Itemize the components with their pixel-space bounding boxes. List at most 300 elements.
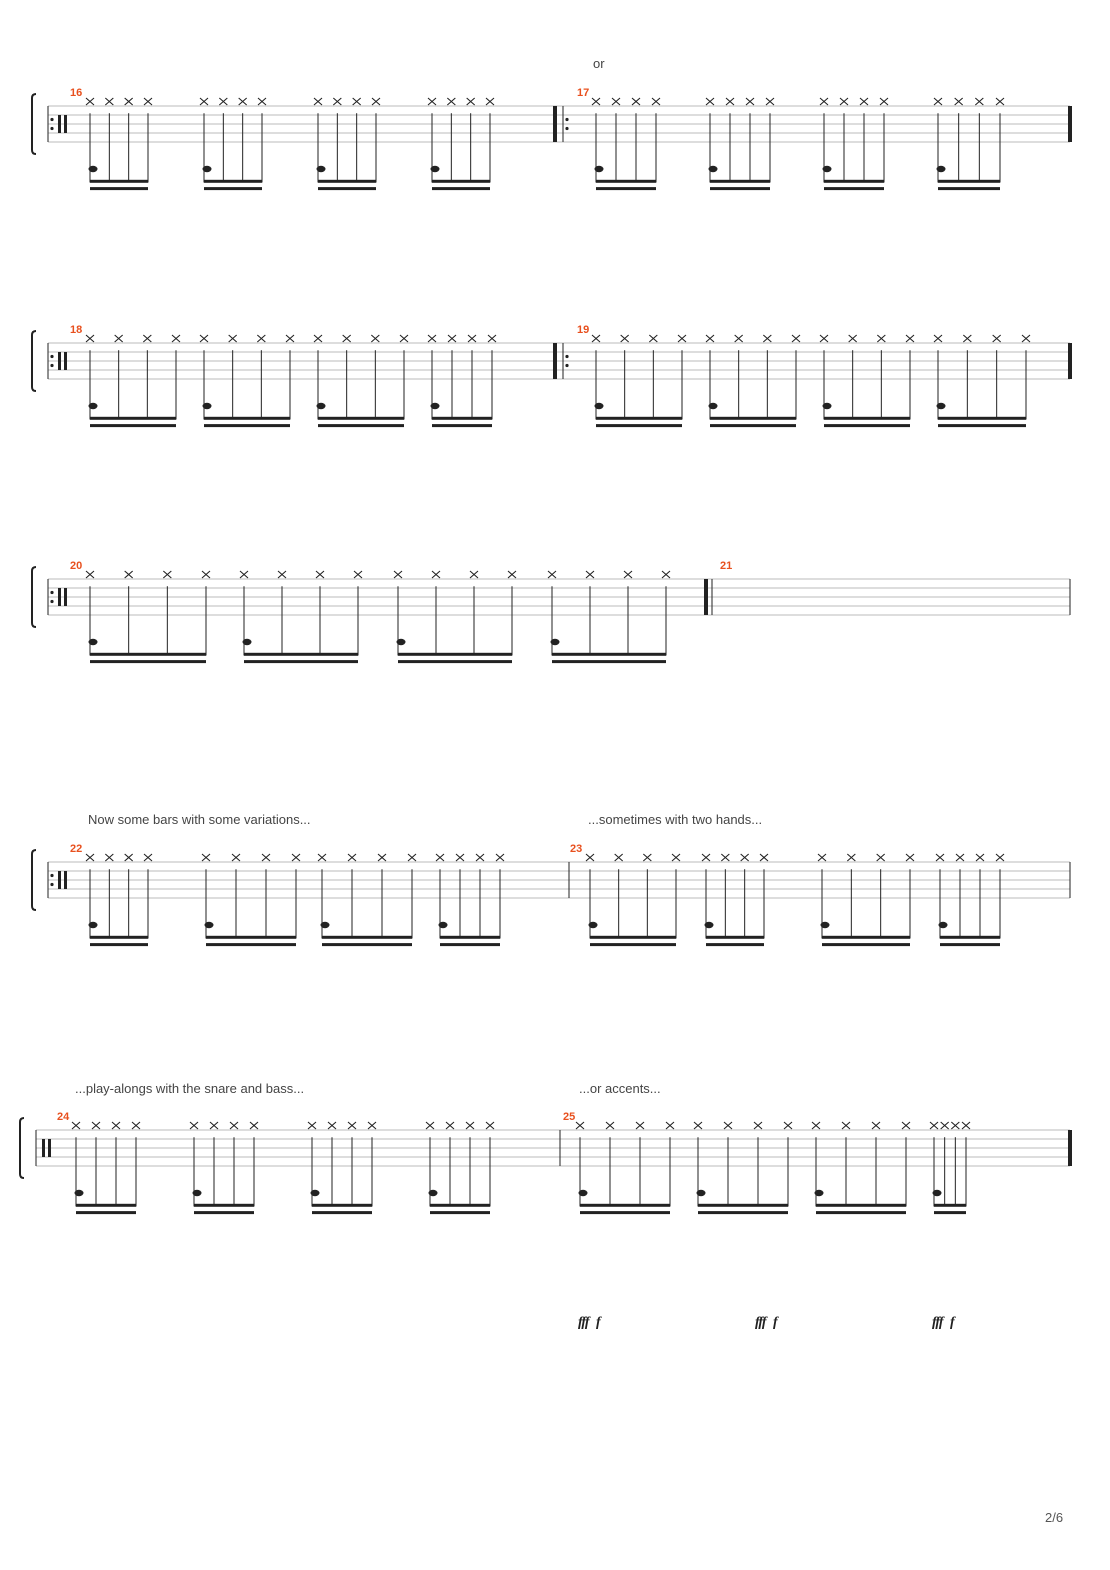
cymbal-notehead	[880, 98, 888, 105]
cymbal-notehead	[202, 571, 210, 578]
cymbal-notehead	[906, 335, 914, 342]
cymbal-notehead	[649, 335, 657, 342]
drum-notehead	[203, 403, 212, 409]
drum-notehead	[317, 403, 326, 409]
drum-notehead	[821, 922, 830, 928]
bar-number: 19	[577, 324, 590, 336]
cymbal-notehead	[314, 98, 322, 105]
cymbal-notehead	[902, 1122, 910, 1129]
drum-notehead	[429, 1190, 438, 1196]
repeat-dot	[50, 355, 53, 358]
beam	[824, 180, 884, 183]
beam	[398, 660, 512, 663]
beam	[938, 424, 1026, 427]
cymbal-notehead	[468, 335, 476, 342]
percussion-clef	[64, 871, 67, 889]
final-barline	[553, 106, 557, 142]
staff-system-1	[0, 80, 1110, 220]
cymbal-notehead	[996, 98, 1004, 105]
cymbal-notehead	[508, 571, 516, 578]
beam	[90, 653, 206, 656]
drum-notehead	[709, 166, 718, 172]
drum-notehead	[89, 166, 98, 172]
final-barline	[1068, 106, 1072, 142]
beam	[318, 417, 404, 420]
beam	[590, 936, 676, 939]
cymbal-notehead	[586, 571, 594, 578]
staff-system-4	[0, 836, 1110, 976]
beam	[318, 180, 376, 183]
staff-system-3	[0, 553, 1110, 693]
cymbal-notehead	[92, 1122, 100, 1129]
cymbal-notehead	[643, 854, 651, 861]
bar-number: 17	[577, 87, 590, 99]
cymbal-notehead	[735, 335, 743, 342]
cymbal-notehead	[702, 854, 710, 861]
cymbal-notehead	[316, 571, 324, 578]
dynamic-fff: fff	[578, 1315, 589, 1330]
beam	[90, 180, 148, 183]
drum-notehead	[431, 403, 440, 409]
cymbal-notehead	[632, 98, 640, 105]
beam	[430, 1204, 490, 1207]
dynamic-fff: fff	[932, 1315, 943, 1330]
cymbal-notehead	[955, 98, 963, 105]
cymbal-notehead	[371, 335, 379, 342]
cymbal-notehead	[232, 854, 240, 861]
percussion-clef	[64, 352, 67, 370]
cymbal-notehead	[353, 98, 361, 105]
beam	[710, 424, 796, 427]
cymbal-notehead	[842, 1122, 850, 1129]
cymbal-notehead	[951, 1122, 959, 1129]
percussion-clef	[64, 588, 67, 606]
cymbal-notehead	[621, 335, 629, 342]
beam	[552, 660, 666, 663]
drum-notehead	[551, 639, 560, 645]
cymbal-notehead	[724, 1122, 732, 1129]
cymbal-notehead	[394, 571, 402, 578]
percussion-clef	[42, 1139, 45, 1157]
cymbal-notehead	[400, 335, 408, 342]
cymbal-notehead	[86, 571, 94, 578]
cymbal-notehead	[447, 98, 455, 105]
drum-notehead	[933, 1190, 942, 1196]
cymbal-notehead	[721, 854, 729, 861]
beam	[204, 417, 290, 420]
drum-notehead	[89, 922, 98, 928]
cymbal-notehead	[760, 854, 768, 861]
beam	[698, 1211, 788, 1214]
cymbal-notehead	[466, 1122, 474, 1129]
beam	[938, 180, 1000, 183]
cymbal-notehead	[877, 854, 885, 861]
repeat-dot	[565, 364, 568, 367]
annotation-two-hands: ...sometimes with two hands...	[588, 812, 763, 827]
bar-number: 24	[57, 1111, 70, 1123]
cymbal-notehead	[548, 571, 556, 578]
cymbal-notehead	[112, 1122, 120, 1129]
cymbal-notehead	[792, 335, 800, 342]
cymbal-notehead	[125, 571, 133, 578]
cymbal-notehead	[840, 98, 848, 105]
repeat-dot	[50, 591, 53, 594]
cymbal-notehead	[230, 1122, 238, 1129]
beam	[822, 936, 910, 939]
final-barline	[1068, 343, 1072, 379]
drum-notehead	[431, 166, 440, 172]
cymbal-notehead	[132, 1122, 140, 1129]
cymbal-notehead	[467, 98, 475, 105]
beam	[312, 1211, 372, 1214]
cymbal-notehead	[436, 854, 444, 861]
beam	[940, 943, 1000, 946]
cymbal-notehead	[812, 1122, 820, 1129]
beam	[204, 187, 262, 190]
cymbal-notehead	[652, 98, 660, 105]
final-barline	[704, 579, 708, 615]
beam	[204, 180, 262, 183]
cymbal-notehead	[125, 98, 133, 105]
beam	[938, 187, 1000, 190]
final-barline	[1068, 1130, 1072, 1166]
beam	[698, 1204, 788, 1207]
beam	[432, 180, 490, 183]
cymbal-notehead	[105, 98, 113, 105]
cymbal-notehead	[408, 854, 416, 861]
beam	[194, 1204, 254, 1207]
dynamic-f: f	[595, 1315, 600, 1330]
beam	[204, 424, 290, 427]
repeat-dot	[50, 118, 53, 121]
cymbal-notehead	[576, 1122, 584, 1129]
cymbal-notehead	[586, 854, 594, 861]
drum-notehead	[823, 403, 832, 409]
cymbal-notehead	[428, 98, 436, 105]
cymbal-notehead	[486, 98, 494, 105]
beam	[90, 187, 148, 190]
cymbal-notehead	[348, 1122, 356, 1129]
cymbal-notehead	[163, 571, 171, 578]
cymbal-notehead	[348, 854, 356, 861]
beam	[706, 943, 764, 946]
cymbal-notehead	[906, 854, 914, 861]
cymbal-notehead	[763, 335, 771, 342]
dynamic-marking	[578, 1315, 600, 1331]
drum-notehead	[203, 166, 212, 172]
cymbal-notehead	[976, 854, 984, 861]
cymbal-notehead	[746, 98, 754, 105]
system-bracket	[32, 567, 36, 627]
cymbal-notehead	[784, 1122, 792, 1129]
cymbal-notehead	[934, 335, 942, 342]
cymbal-notehead	[963, 335, 971, 342]
cymbal-notehead	[706, 98, 714, 105]
cymbal-notehead	[694, 1122, 702, 1129]
beam	[580, 1211, 670, 1214]
dynamic-f: f	[949, 1315, 954, 1330]
drum-notehead	[595, 166, 604, 172]
beam	[194, 1211, 254, 1214]
drum-notehead	[439, 922, 448, 928]
cymbal-notehead	[962, 1122, 970, 1129]
system-bracket	[32, 850, 36, 910]
percussion-clef	[58, 352, 61, 370]
beam	[244, 660, 358, 663]
repeat-dot	[565, 355, 568, 358]
cymbal-notehead	[678, 335, 686, 342]
beam	[318, 424, 404, 427]
cymbal-notehead	[200, 335, 208, 342]
drum-notehead	[697, 1190, 706, 1196]
cymbal-notehead	[877, 335, 885, 342]
dynamic-marking	[932, 1315, 954, 1331]
cymbal-notehead	[872, 1122, 880, 1129]
repeat-dot	[565, 118, 568, 121]
cymbal-notehead	[754, 1122, 762, 1129]
beam	[590, 943, 676, 946]
cymbal-notehead	[636, 1122, 644, 1129]
cymbal-notehead	[476, 854, 484, 861]
cymbal-notehead	[292, 854, 300, 861]
beam	[596, 417, 682, 420]
cymbal-notehead	[86, 335, 94, 342]
cymbal-notehead	[143, 335, 151, 342]
page-number: 2/6	[1045, 1510, 1064, 1525]
beam	[322, 943, 412, 946]
dynamic-f: f	[772, 1315, 777, 1330]
cymbal-notehead	[368, 1122, 376, 1129]
cymbal-notehead	[496, 854, 504, 861]
cymbal-notehead	[239, 98, 247, 105]
beam	[816, 1211, 906, 1214]
cymbal-notehead	[219, 98, 227, 105]
drum-notehead	[205, 922, 214, 928]
final-barline	[553, 343, 557, 379]
repeat-dot	[50, 874, 53, 877]
staff-system-5	[0, 1104, 1110, 1244]
beam	[206, 943, 296, 946]
beam	[432, 424, 492, 427]
beam	[938, 417, 1026, 420]
cymbal-notehead	[210, 1122, 218, 1129]
drum-notehead	[193, 1190, 202, 1196]
drum-notehead	[589, 922, 598, 928]
cymbal-notehead	[314, 335, 322, 342]
beam	[824, 417, 910, 420]
bar-number: 25	[563, 1111, 576, 1123]
cymbal-notehead	[1022, 335, 1030, 342]
percussion-clef	[48, 1139, 51, 1157]
percussion-clef	[58, 115, 61, 133]
cymbal-notehead	[328, 1122, 336, 1129]
drum-notehead	[815, 1190, 824, 1196]
percussion-clef	[58, 588, 61, 606]
cymbal-notehead	[378, 854, 386, 861]
cymbal-notehead	[428, 335, 436, 342]
dynamic-marking	[755, 1315, 777, 1331]
cymbal-notehead	[115, 335, 123, 342]
beam	[206, 936, 296, 939]
beam	[940, 936, 1000, 939]
drum-notehead	[937, 166, 946, 172]
drum-notehead	[595, 403, 604, 409]
cymbal-notehead	[278, 571, 286, 578]
cymbal-notehead	[105, 854, 113, 861]
cymbal-notehead	[257, 335, 265, 342]
cymbal-notehead	[726, 98, 734, 105]
cymbal-notehead	[372, 98, 380, 105]
cymbal-notehead	[343, 335, 351, 342]
cymbal-notehead	[86, 98, 94, 105]
cymbal-notehead	[354, 571, 362, 578]
dynamic-fff: fff	[755, 1315, 766, 1330]
drum-notehead	[939, 922, 948, 928]
cymbal-notehead	[448, 335, 456, 342]
cymbal-notehead	[849, 335, 857, 342]
annotation-accents: ...or accents...	[579, 1081, 661, 1096]
cymbal-notehead	[426, 1122, 434, 1129]
drum-notehead	[311, 1190, 320, 1196]
cymbal-notehead	[820, 335, 828, 342]
beam	[318, 187, 376, 190]
cymbal-notehead	[144, 854, 152, 861]
beam	[76, 1204, 136, 1207]
cymbal-notehead	[486, 1122, 494, 1129]
cymbal-notehead	[333, 98, 341, 105]
beam	[430, 1211, 490, 1214]
cymbal-notehead	[818, 854, 826, 861]
repeat-dot	[50, 364, 53, 367]
drum-notehead	[89, 639, 98, 645]
cymbal-notehead	[172, 335, 180, 342]
beam	[710, 180, 770, 183]
annotation-variations: Now some bars with some variations...	[88, 812, 311, 827]
repeat-dot	[50, 127, 53, 130]
cymbal-notehead	[615, 854, 623, 861]
cymbal-notehead	[666, 1122, 674, 1129]
beam	[934, 1204, 966, 1207]
cymbal-notehead	[592, 98, 600, 105]
cymbal-notehead	[250, 1122, 258, 1129]
cymbal-notehead	[934, 98, 942, 105]
cymbal-notehead	[672, 854, 680, 861]
beam	[596, 424, 682, 427]
cymbal-notehead	[975, 98, 983, 105]
beam	[90, 424, 176, 427]
cymbal-notehead	[741, 854, 749, 861]
cymbal-notehead	[996, 854, 1004, 861]
cymbal-notehead	[229, 335, 237, 342]
cymbal-notehead	[936, 854, 944, 861]
beam	[90, 660, 206, 663]
cymbal-notehead	[200, 98, 208, 105]
bar-number: 21	[720, 560, 733, 572]
beam	[824, 187, 884, 190]
beam	[322, 936, 412, 939]
cymbal-notehead	[72, 1122, 80, 1129]
beam	[440, 936, 500, 939]
beam	[432, 417, 492, 420]
cymbal-notehead	[318, 854, 326, 861]
percussion-clef	[64, 115, 67, 133]
cymbal-notehead	[930, 1122, 938, 1129]
beam	[596, 187, 656, 190]
cymbal-notehead	[488, 335, 496, 342]
drum-notehead	[89, 403, 98, 409]
system-bracket	[32, 94, 36, 154]
cymbal-notehead	[592, 335, 600, 342]
cymbal-notehead	[860, 98, 868, 105]
cymbal-notehead	[956, 854, 964, 861]
drum-notehead	[243, 639, 252, 645]
drum-notehead	[823, 166, 832, 172]
cymbal-notehead	[125, 854, 133, 861]
bar-number: 20	[70, 560, 83, 572]
bar-number: 16	[70, 87, 83, 99]
cymbal-notehead	[286, 335, 294, 342]
repeat-dot	[50, 883, 53, 886]
cymbal-notehead	[624, 571, 632, 578]
beam	[398, 653, 512, 656]
cymbal-notehead	[86, 854, 94, 861]
system-bracket	[20, 1118, 24, 1178]
beam	[710, 187, 770, 190]
cymbal-notehead	[262, 854, 270, 861]
annotation-playalongs: ...play-alongs with the snare and bass...	[75, 1081, 305, 1096]
cymbal-notehead	[144, 98, 152, 105]
drum-notehead	[317, 166, 326, 172]
drum-notehead	[397, 639, 406, 645]
beam	[706, 936, 764, 939]
cymbal-notehead	[820, 98, 828, 105]
drum-notehead	[705, 922, 714, 928]
cymbal-notehead	[941, 1122, 949, 1129]
drum-notehead	[321, 922, 330, 928]
cymbal-notehead	[612, 98, 620, 105]
cymbal-notehead	[308, 1122, 316, 1129]
beam	[824, 424, 910, 427]
cymbal-notehead	[766, 98, 774, 105]
cymbal-notehead	[446, 1122, 454, 1129]
beam	[552, 653, 666, 656]
cymbal-notehead	[240, 571, 248, 578]
bar-number: 23	[570, 843, 583, 855]
cymbal-notehead	[202, 854, 210, 861]
beam	[90, 417, 176, 420]
beam	[580, 1204, 670, 1207]
beam	[312, 1204, 372, 1207]
beam	[76, 1211, 136, 1214]
cymbal-notehead	[706, 335, 714, 342]
beam	[244, 653, 358, 656]
drum-notehead	[75, 1190, 84, 1196]
system-bracket	[32, 331, 36, 391]
cymbal-notehead	[432, 571, 440, 578]
cymbal-notehead	[456, 854, 464, 861]
cymbal-notehead	[662, 571, 670, 578]
beam	[934, 1211, 966, 1214]
bar-number: 18	[70, 324, 83, 336]
bar-number: 22	[70, 843, 83, 855]
cymbal-notehead	[258, 98, 266, 105]
beam	[440, 943, 500, 946]
drum-notehead	[579, 1190, 588, 1196]
beam	[432, 187, 490, 190]
cymbal-notehead	[993, 335, 1001, 342]
percussion-clef	[58, 871, 61, 889]
repeat-dot	[565, 127, 568, 130]
